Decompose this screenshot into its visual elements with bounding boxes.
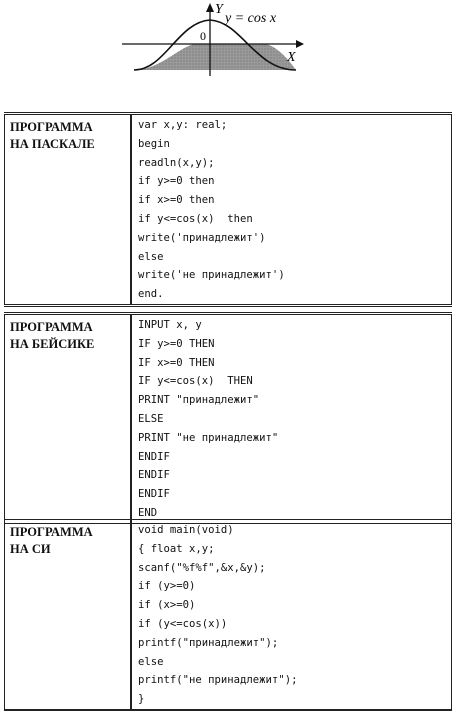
code-line: write('не принадлежит') [138,269,285,282]
code-line: printf("не принадлежит"); [138,674,298,687]
code-line: if (y>=0) [138,580,196,593]
program-name-cell [5,314,132,524]
code-line: write('принадлежит') [138,231,266,244]
program-name [5,315,130,353]
shaded-region [134,44,296,70]
code-line: { float x,y; [138,542,215,555]
program-name-cell [5,114,132,306]
x-axis-label: X [287,50,296,65]
pascal-program-table [4,112,452,307]
code-line: var x,y: real; [138,119,228,131]
table-row [5,114,452,306]
code-block [132,315,451,523]
program-name-line: НА СИ [10,542,51,556]
origin-label: 0 [200,29,206,43]
code-line: IF x>=0 THEN [138,356,215,369]
y-axis-label: Y [215,2,223,17]
cosine-graph [120,0,310,80]
code-line: end. [138,288,164,301]
program-code-cell [131,314,452,524]
table-row [5,314,452,524]
code-line: } [138,693,145,706]
c-program-table [4,519,452,711]
y-axis-arrow [206,3,214,12]
code-line: else [138,250,164,263]
program-name-line: ПРОГРАММА [10,120,93,134]
code-line: INPUT x, y [138,319,202,331]
code-line: ENDIF [138,469,170,482]
program-name [5,520,130,558]
cosine-figure [120,0,310,80]
code-line: PRINT "принадлежит" [138,394,260,407]
code-line: if y>=0 then [138,175,215,188]
code-line: END [138,506,158,519]
code-line: IF y<=cos(x) THEN [138,375,253,388]
table-row [5,520,452,710]
code-line: if (y<=cos(x)) [138,617,228,630]
function-label: y = cos x [225,11,277,26]
code-line: void main(void) [138,524,234,536]
program-name-cell [5,520,132,710]
program-name-line: ПРОГРАММА [10,320,93,334]
basic-program-table [4,312,452,524]
program-name-line: НА ПАСКАЛЕ [10,137,95,151]
program-name-line: НА БЕЙСИКЕ [10,337,95,351]
code-line: ELSE [138,412,164,425]
code-block [132,520,451,709]
code-line: if x>=0 then [138,194,215,207]
code-line: else [138,655,164,668]
program-code-cell [131,520,452,710]
code-line: PRINT "не принадлежит" [138,431,279,444]
code-line: ENDIF [138,488,170,501]
program-code-cell [131,114,452,306]
code-line: scanf("%f%f",&x,&y); [138,561,266,574]
code-line: IF y>=0 THEN [138,337,215,350]
code-line: readln(x,y); [138,156,215,169]
code-line: if (x>=0) [138,599,196,612]
code-line: if y<=cos(x) then [138,212,253,225]
code-line: begin [138,137,170,150]
code-block [132,115,451,304]
x-axis-arrow [296,40,304,48]
program-name-line: ПРОГРАММА [10,525,93,539]
code-line: ENDIF [138,450,170,463]
code-line: printf("принадлежит"); [138,636,279,649]
program-name [5,115,130,153]
